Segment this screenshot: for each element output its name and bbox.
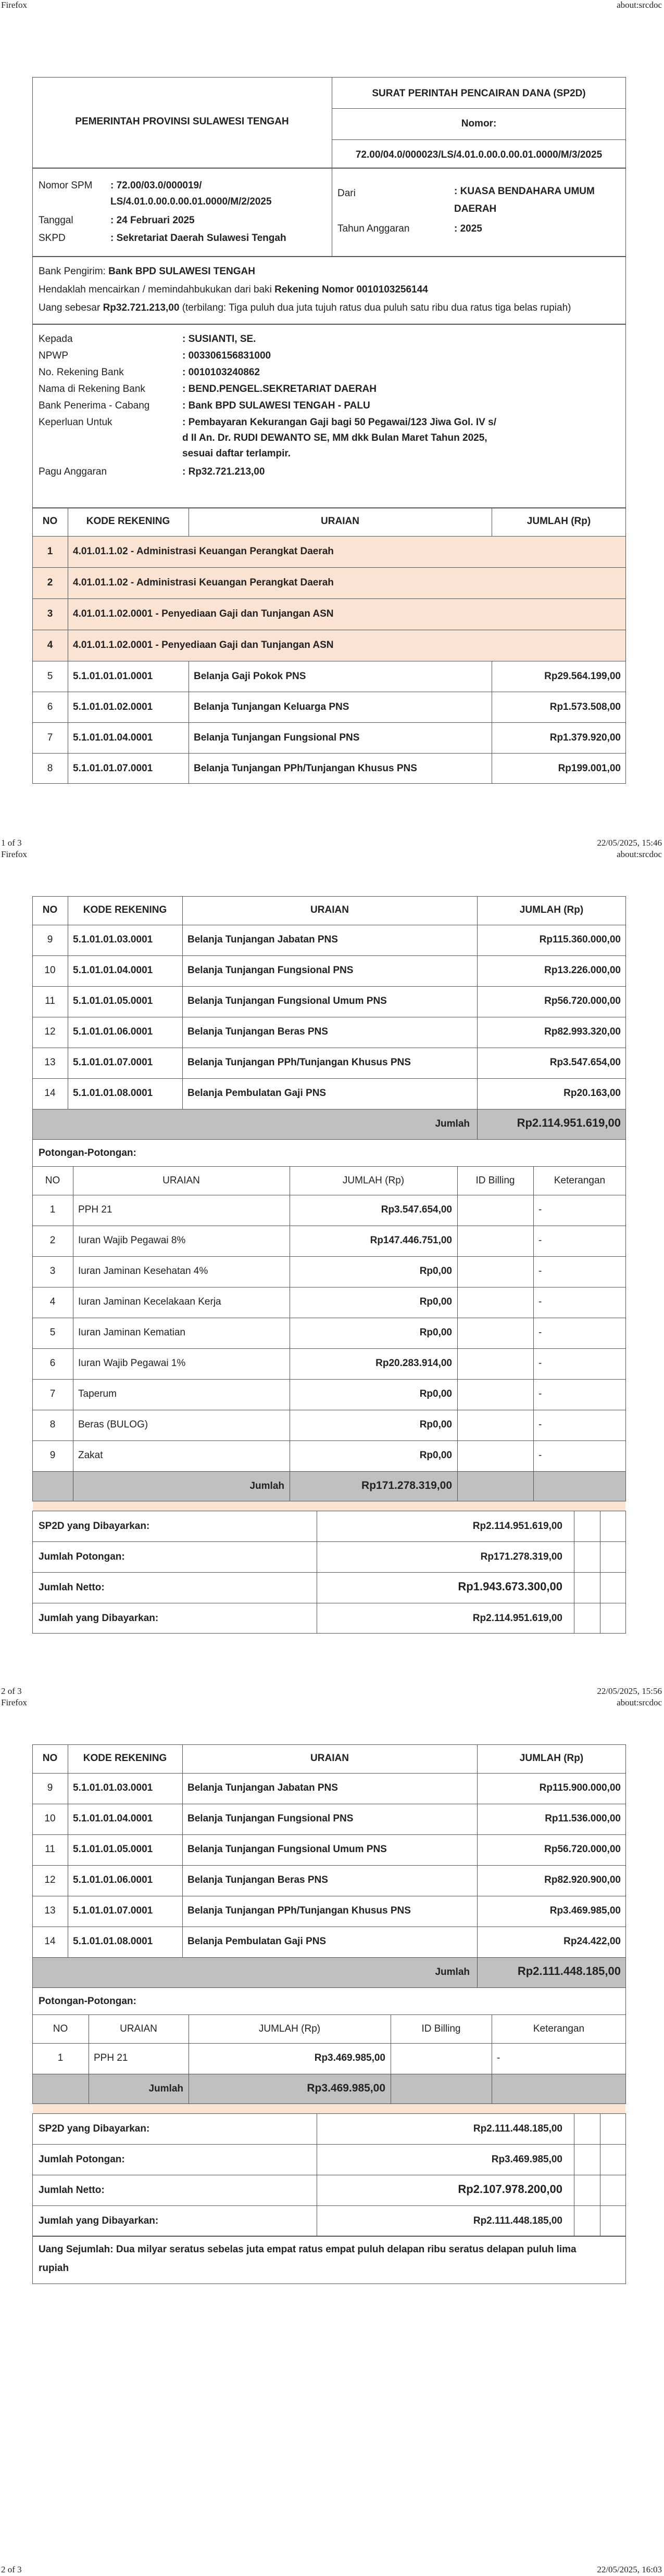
jumlah: Rp1.379.920,00 <box>549 732 621 743</box>
penerima-label: NPWP <box>39 350 68 361</box>
summary-value: Rp2.114.951.619,00 <box>472 1521 562 1532</box>
col-divider <box>477 896 478 1109</box>
potongan-keterangan: - <box>538 1388 542 1399</box>
nomor-label: Nomor: <box>461 118 497 129</box>
potongan-jumlah: Rp3.469.985,00 <box>314 2052 385 2063</box>
row-no: 13 <box>44 1905 56 1916</box>
col-kode: KODE REKENING <box>86 516 170 527</box>
summary-label: Jumlah Potongan: <box>39 1551 125 1562</box>
dari-value-cont: DAERAH <box>454 203 497 214</box>
kode-rekening: 5.1.01.01.03.0001 <box>73 934 153 945</box>
row-no: 4 <box>47 640 53 651</box>
potongan-col-jumlah: JUMLAH (Rp) <box>258 2023 321 2034</box>
row-no: 10 <box>44 1813 56 1824</box>
potongan-col-jumlah: JUMLAH (Rp) <box>342 1175 405 1186</box>
potongan-title: Potongan-Potongan: <box>39 1147 136 1158</box>
potongan-col-billing: ID Billing <box>421 2023 461 2034</box>
penerima-value: : 003306156831000 <box>182 350 271 361</box>
potongan-uraian: Zakat <box>78 1450 103 1461</box>
potongan-keterangan: - <box>538 1296 542 1307</box>
penerima-value: : SUSIANTI, SE. <box>182 334 256 345</box>
penerima-label: Kepada <box>39 334 73 345</box>
potongan-col-billing: ID Billing <box>475 1175 515 1186</box>
potongan-jumlah: Rp0,00 <box>419 1388 452 1399</box>
potongan-uraian: Iuran Jaminan Kesehatan 4% <box>78 1266 208 1277</box>
potongan-uraian: Iuran Jaminan Kematian <box>78 1327 185 1338</box>
kode-rekening: 5.1.01.01.04.0001 <box>73 1813 153 1824</box>
page-number: 2 of 3 <box>1 1686 22 1696</box>
kode-rekening: 5.1.01.01.07.0001 <box>73 1057 153 1068</box>
kode-rekening: 5.1.01.01.06.0001 <box>73 1874 153 1885</box>
uraian: Belanja Tunjangan Fungsional Umum PNS <box>187 1844 387 1855</box>
jumlah: Rp82.920.900,00 <box>544 1874 621 1885</box>
penerima-value: : Rp32.721.213,00 <box>182 466 265 477</box>
row-no: 12 <box>44 1874 56 1885</box>
uang-sejumlah-cont: rupiah <box>39 2263 69 2274</box>
potongan-uraian: Iuran Wajib Pegawai 8% <box>78 1235 186 1246</box>
row-divider <box>32 753 626 754</box>
penerima-value: d II An. Dr. RUDI DEWANTO SE, MM dkk Bulan Maret Tahun 2025, <box>182 432 487 443</box>
row-divider <box>32 1834 626 1835</box>
kode-rekening: 5.1.01.01.03.0001 <box>73 1782 153 1793</box>
potongan-total-label: Jumlah <box>148 2083 183 2094</box>
row-no: 11 <box>45 1844 55 1855</box>
potongan-no: 5 <box>49 1327 56 1338</box>
potongan-col-uraian: URAIAN <box>162 1175 200 1186</box>
uraian: Belanja Tunjangan PPh/Tunjangan Khusus PNS <box>194 763 417 774</box>
potongan-col-no: NO <box>53 2023 68 2034</box>
kode-rekening: 5.1.01.01.05.0001 <box>73 1844 153 1855</box>
penerima-label: Keperluan Untuk <box>39 417 112 428</box>
summary-value: Rp2.111.448.185,00 <box>473 2215 562 2226</box>
doc-title: SURAT PERINTAH PENCAIRAN DANA (SP2D) <box>372 88 586 99</box>
print-timestamp: 22/05/2025, 16:03 <box>597 2565 662 2574</box>
potongan-total-label: Jumlah <box>249 1481 284 1491</box>
uraian: Belanja Tunjangan PPh/Tunjangan Khusus PNS <box>187 1905 411 1916</box>
row-no: 5 <box>47 671 53 682</box>
potongan-total-value: Rp3.469.985,00 <box>307 2082 385 2094</box>
row-no: 13 <box>44 1057 56 1068</box>
summary-label: Jumlah yang Dibayarkan: <box>39 2215 159 2226</box>
penerima-value: sesuai daftar terlampir. <box>182 448 291 459</box>
row-no: 12 <box>44 1026 56 1037</box>
potongan-uraian: PPH 21 <box>78 1204 112 1215</box>
summary-value: Rp3.469.985,00 <box>491 2154 562 2165</box>
dari-label: Dari <box>337 188 356 199</box>
hendaklah-text: Hendaklah mencairkan / memindahbukukan dari baki Rekening Nomor 0010103256144 <box>39 284 428 295</box>
potongan-jumlah: Rp20.283.914,00 <box>375 1358 452 1369</box>
dari-value: : KUASA BENDAHARA UMUM <box>454 186 595 197</box>
potongan-total-value: Rp171.278.319,00 <box>361 1480 452 1491</box>
uraian: Belanja Pembulatan Gaji PNS <box>187 1936 327 1947</box>
uraian: Belanja Pembulatan Gaji PNS <box>187 1088 327 1099</box>
col-divider <box>182 896 183 1109</box>
row-no: 10 <box>44 965 56 976</box>
tanggal-label: Tanggal <box>39 215 73 226</box>
potongan-table <box>32 1987 626 2104</box>
summary-table <box>32 1511 626 1634</box>
nomor-spm-label: Nomor SPM <box>39 180 93 191</box>
potongan-no: 3 <box>49 1266 56 1277</box>
potongan-no: 6 <box>49 1358 56 1369</box>
browser-url: about:srcdoc <box>617 1698 662 1707</box>
row-no: 1 <box>47 546 53 557</box>
summary-label: Jumlah Netto: <box>39 2185 105 2196</box>
potongan-table <box>32 1139 626 1501</box>
tahun-value: : 2025 <box>454 223 482 234</box>
potongan-keterangan: - <box>538 1450 542 1461</box>
jumlah: Rp1.573.508,00 <box>549 702 621 712</box>
kode-rekening: 5.1.01.01.01.0001 <box>73 671 153 682</box>
nomor-spm-value-cont: LS/4.01.0.00.0.00.01.0000/M/2/2025 <box>110 196 272 207</box>
browser-url: about:srcdoc <box>617 0 662 10</box>
page-number: 1 of 3 <box>1 838 22 848</box>
potongan-no: 2 <box>49 1235 56 1246</box>
potongan-no: 7 <box>49 1388 56 1399</box>
print-timestamp: 22/05/2025, 15:56 <box>597 1686 662 1696</box>
row-divider <box>32 1078 626 1079</box>
uraian: Belanja Tunjangan PPh/Tunjangan Khusus PNS <box>187 1057 411 1068</box>
potongan-jumlah: Rp147.446.751,00 <box>370 1235 452 1246</box>
summary-value: Rp171.278.319,00 <box>480 1551 562 1562</box>
kode-rekening: 5.1.01.01.06.0001 <box>73 1026 153 1037</box>
program-row: 4.01.01.1.02.0001 - Penyediaan Gaji dan Tunjangan ASN <box>73 640 334 651</box>
uraian: Belanja Tunjangan Fungsional PNS <box>194 732 360 743</box>
kode-rekening: 5.1.01.01.08.0001 <box>73 1936 153 1947</box>
tahun-label: Tahun Anggaran <box>337 223 410 234</box>
kode-rekening: 5.1.01.01.05.0001 <box>73 996 153 1006</box>
row-divider <box>32 722 626 723</box>
row-no: 3 <box>47 608 53 619</box>
penerima-value: : BEND.PENGEL.SEKRETARIAT DAERAH <box>182 384 377 394</box>
col-kode: KODE REKENING <box>83 904 167 915</box>
jumlah: Rp82.993.320,00 <box>544 1026 621 1037</box>
row-no: 11 <box>45 996 55 1006</box>
col-divider <box>477 1744 478 1957</box>
summary-label: Jumlah yang Dibayarkan: <box>39 1613 159 1624</box>
penerima-label: Bank Penerima - Cabang <box>39 400 150 411</box>
summary-label: SP2D yang Dibayarkan: <box>39 1521 150 1532</box>
summary-value: Rp1.943.673.300,00 <box>458 1580 562 1593</box>
row-no: 14 <box>44 1936 56 1947</box>
row-no: 9 <box>47 934 53 945</box>
program-row: 4.01.01.1.02 - Administrasi Keuangan Perangkat Daerah <box>73 546 334 557</box>
page-number: 2 of 3 <box>1 2565 22 2574</box>
row-no: 7 <box>47 732 53 743</box>
penerima-value: : Pembayaran Kekurangan Gaji bagi 50 Pegawai/123 Jiwa Gol. IV s/ <box>182 417 496 428</box>
uraian: Belanja Gaji Pokok PNS <box>194 671 306 682</box>
org-name: PEMERINTAH PROVINSI SULAWESI TENGAH <box>75 116 289 127</box>
potongan-jumlah: Rp0,00 <box>419 1450 452 1461</box>
row-divider <box>32 986 626 987</box>
col-jumlah: JUMLAH (Rp) <box>519 1753 584 1764</box>
col-jumlah: JUMLAH (Rp) <box>527 516 591 527</box>
penerima-label: Nama di Rekening Bank <box>39 384 145 394</box>
uraian: Belanja Tunjangan Fungsional PNS <box>187 1813 354 1824</box>
potongan-keterangan: - <box>538 1266 542 1277</box>
jumlah: Rp3.547.654,00 <box>549 1057 621 1068</box>
skpd-value: : Sekretariat Daerah Sulawesi Tengah <box>110 233 286 244</box>
uraian: Belanja Tunjangan Fungsional PNS <box>187 965 354 976</box>
penerima-label: No. Rekening Bank <box>39 367 124 378</box>
uraian: Belanja Tunjangan Beras PNS <box>187 1026 328 1037</box>
row-divider <box>32 1865 626 1866</box>
browser-app-name: Firefox <box>1 1698 28 1707</box>
kode-rekening: 5.1.01.01.07.0001 <box>73 1905 153 1916</box>
kode-rekening: 5.1.01.01.08.0001 <box>73 1088 153 1099</box>
col-no: NO <box>42 516 58 527</box>
kode-rekening: 5.1.01.01.04.0001 <box>73 965 153 976</box>
total-label: Jumlah <box>435 1967 470 1978</box>
summary-label: SP2D yang Dibayarkan: <box>39 2123 150 2134</box>
col-divider <box>182 1744 183 1957</box>
potongan-title: Potongan-Potongan: <box>39 1996 136 2007</box>
summary-value: Rp2.114.951.619,00 <box>472 1613 562 1624</box>
col-uraian: URAIAN <box>321 516 359 527</box>
browser-app-name: Firefox <box>1 0 28 10</box>
uang-sebesar: Uang sebesar Rp32.721.213,00 (terbilang: Tiga puluh dua juta tujuh ratus dua puluh satu ribu dua ratus tiga belas rupiah) <box>39 302 571 313</box>
potongan-no: 1 <box>49 1204 56 1215</box>
browser-app-name: Firefox <box>1 849 28 859</box>
separator-strip <box>33 2104 625 2113</box>
print-timestamp: 22/05/2025, 15:46 <box>597 838 662 848</box>
total-value: Rp2.111.448.185,00 <box>517 1965 621 1978</box>
potongan-keterangan: - <box>497 2052 500 2063</box>
uraian: Belanja Tunjangan Jabatan PNS <box>187 934 338 945</box>
penerima-value: : 0010103240862 <box>182 367 260 378</box>
summary-label: Jumlah Netto: <box>39 1582 105 1593</box>
potongan-col-ket: Keterangan <box>533 2023 585 2034</box>
col-jumlah: JUMLAH (Rp) <box>519 904 584 915</box>
potongan-keterangan: - <box>538 1204 542 1215</box>
col-kode: KODE REKENING <box>83 1753 167 1764</box>
row-no: 9 <box>47 1782 53 1793</box>
row-no: 2 <box>47 577 53 588</box>
potongan-col-no: NO <box>45 1175 60 1186</box>
potongan-jumlah: Rp0,00 <box>419 1296 452 1307</box>
penerima-label: Pagu Anggaran <box>39 466 107 477</box>
kode-rekening: 5.1.01.01.07.0001 <box>73 763 153 774</box>
nomor-spm-value: : 72.00/03.0/000019/ <box>110 180 202 191</box>
rekening-table <box>32 1744 626 1987</box>
potongan-uraian: PPH 21 <box>94 2052 128 2063</box>
kode-rekening: 5.1.01.01.04.0001 <box>73 732 153 743</box>
potongan-keterangan: - <box>538 1235 542 1246</box>
program-row: 4.01.01.1.02 - Administrasi Keuangan Perangkat Daerah <box>73 577 334 588</box>
kode-rekening: 5.1.01.01.02.0001 <box>73 702 153 712</box>
potongan-jumlah: Rp0,00 <box>419 1266 452 1277</box>
bank-pengirim: Bank Pengirim: Bank BPD SULAWESI TENGAH <box>39 266 255 277</box>
potongan-uraian: Beras (BULOG) <box>78 1419 148 1430</box>
potongan-keterangan: - <box>538 1327 542 1338</box>
jumlah: Rp29.564.199,00 <box>544 671 621 682</box>
penerima-value: : Bank BPD SULAWESI TENGAH - PALU <box>182 400 370 411</box>
uraian: Belanja Tunjangan Beras PNS <box>187 1874 328 1885</box>
potongan-no: 4 <box>49 1296 56 1307</box>
row-no: 6 <box>47 702 53 712</box>
tanggal-value: : 24 Februari 2025 <box>110 215 195 226</box>
row-no: 8 <box>47 763 53 774</box>
total-label: Jumlah <box>435 1118 470 1129</box>
uang-sejumlah: Uang Sejumlah: Dua milyar seratus sebelas juta empat ratus empat puluh delapan ribu seratus delapan puluh lima <box>39 2244 577 2255</box>
row-no: 14 <box>44 1088 56 1099</box>
potongan-jumlah: Rp0,00 <box>419 1327 452 1338</box>
row-divider <box>32 1773 626 1774</box>
jumlah: Rp11.536.000,00 <box>545 1813 621 1824</box>
jumlah: Rp115.900.000,00 <box>539 1782 621 1793</box>
jumlah: Rp56.720.000,00 <box>544 1844 621 1855</box>
potongan-no: 1 <box>57 2052 64 2063</box>
uraian: Belanja Tunjangan Keluarga PNS <box>194 702 349 712</box>
jumlah: Rp24.422,00 <box>563 1936 621 1947</box>
separator-strip <box>33 1501 625 1511</box>
jumlah: Rp115.360.000,00 <box>539 934 621 945</box>
col-uraian: URAIAN <box>310 1753 349 1764</box>
summary-value: Rp2.107.978.200,00 <box>458 2183 562 2196</box>
potongan-no: 9 <box>49 1450 56 1461</box>
summary-table <box>32 2113 626 2236</box>
skpd-label: SKPD <box>39 233 66 244</box>
potongan-jumlah: Rp0,00 <box>419 1419 452 1430</box>
nomor-value: 72.00/04.0/000023/LS/4.01.0.00.0.00.01.0000/M/3/2025 <box>355 149 603 160</box>
row-divider <box>32 955 626 956</box>
jumlah: Rp13.226.000,00 <box>544 965 621 976</box>
rekening-table <box>32 896 626 1139</box>
potongan-keterangan: - <box>538 1419 542 1430</box>
potongan-col-ket: Keterangan <box>554 1175 606 1186</box>
potongan-keterangan: - <box>538 1358 542 1369</box>
jumlah: Rp20.163,00 <box>563 1088 621 1099</box>
browser-url: about:srcdoc <box>617 849 662 859</box>
uraian: Belanja Tunjangan Fungsional Umum PNS <box>187 996 387 1006</box>
potongan-uraian: Iuran Jaminan Kecelakaan Kerja <box>78 1296 221 1307</box>
summary-label: Jumlah Potongan: <box>39 2154 125 2165</box>
uraian: Belanja Tunjangan Jabatan PNS <box>187 1782 338 1793</box>
summary-value: Rp2.111.448.185,00 <box>473 2123 562 2134</box>
col-uraian: URAIAN <box>310 904 349 915</box>
potongan-jumlah: Rp3.547.654,00 <box>381 1204 452 1215</box>
potongan-col-uraian: URAIAN <box>120 2023 157 2034</box>
col-no: NO <box>42 904 58 915</box>
jumlah: Rp56.720.000,00 <box>544 996 621 1006</box>
jumlah: Rp3.469.985,00 <box>549 1905 621 1916</box>
total-value: Rp2.114.951.619,00 <box>517 1116 621 1129</box>
program-row: 4.01.01.1.02.0001 - Penyediaan Gaji dan Tunjangan ASN <box>73 608 334 619</box>
potongan-uraian: Iuran Wajib Pegawai 1% <box>78 1358 186 1369</box>
potongan-uraian: Taperum <box>78 1388 117 1399</box>
potongan-no: 8 <box>49 1419 56 1430</box>
col-no: NO <box>42 1753 58 1764</box>
jumlah: Rp199.001,00 <box>558 763 621 774</box>
